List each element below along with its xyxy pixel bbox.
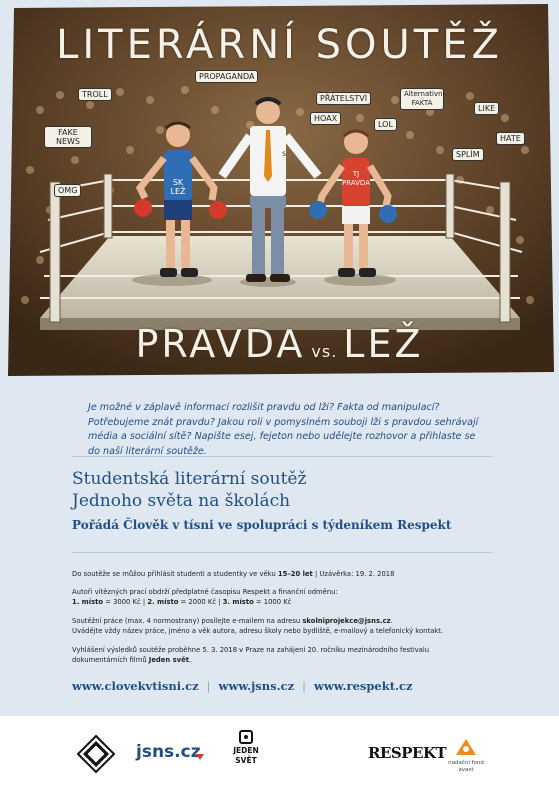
heading-line-2: Jednoho světa na školách xyxy=(72,491,291,511)
eligibility-age: 15–20 let xyxy=(277,570,313,578)
heading-subtitle: Pořádá Člověk v tísni ve spolupráci s týdeníkem Respekt xyxy=(72,518,452,532)
link-separator: | xyxy=(206,679,211,693)
sign-hate: HATE xyxy=(496,132,525,145)
jsns-logo[interactable]: jsns.cz xyxy=(136,742,201,762)
prize-3-label: 3. místo xyxy=(222,598,254,606)
title-literarni-soutez: LITERÁRNÍ SOUTĚŽ xyxy=(56,22,503,68)
referee-badge: S xyxy=(282,151,286,158)
eligibility-text: Do soutěže se můžou přihlásit studenti a studentky ve věku xyxy=(72,570,278,578)
respekt-logo[interactable]: RESPEKT xyxy=(368,744,447,762)
details-submission xyxy=(72,616,492,626)
link-jsns[interactable]: www.jsns.cz xyxy=(218,679,295,693)
prize-1-value: = 3000 Kč | xyxy=(103,598,148,606)
shirt-tj-pravda: TJ PRAVDA xyxy=(342,170,370,187)
jsns-arrow-icon xyxy=(196,754,204,760)
intro-paragraph: Je možné v záplavě informací rozlišit pravdu od lži? Fakta od manipulací? Potřebujeme znát pravdu? Jakou roli v pomyslném souboji lži s pravdou sehrávají média a sociální sítě? Napište esej, fejeton nebo udělejte rozhovor a přihlaste se do naší literární soutěže. xyxy=(88,402,479,457)
avast-logo-text: nadační fond avast xyxy=(448,760,484,773)
prize-2-label: 2. místo xyxy=(147,598,179,606)
details-eligibility xyxy=(72,569,492,579)
title-lez: LEŽ xyxy=(343,322,424,366)
details-announcement xyxy=(72,645,452,665)
sign-splim: SPLÍM xyxy=(452,148,484,161)
footer-logos xyxy=(0,716,559,792)
title-pravda: PRAVDA xyxy=(135,322,306,366)
clovek-v-tisni-logo[interactable] xyxy=(76,734,116,778)
announcement-text: Vyhlášení výsledků soutěže proběhne 5. 3. 2018 v Praze na zahájení 20. ročníku mezinárodního festivalu dokumentárních filmů xyxy=(72,646,430,664)
link-clovekvtisni[interactable]: www.clovekvtisni.cz xyxy=(72,679,199,693)
heading-line-1: Studentská literární soutěž xyxy=(72,469,307,489)
sign-like: LIKE xyxy=(474,102,499,115)
prize-3-value: = 1000 Kč xyxy=(253,598,292,606)
jeden-svet-line-1: JEDEN xyxy=(233,746,259,755)
website-links xyxy=(72,679,413,693)
announcement-festival: Jeden svět xyxy=(148,656,189,664)
divider xyxy=(72,552,492,553)
boxing-illustration xyxy=(0,0,559,378)
details-prizes xyxy=(72,597,492,607)
jeden-svet-line-2: SVĚT xyxy=(235,756,257,765)
title-pravda-vs-lez xyxy=(0,322,559,366)
divider xyxy=(72,456,492,457)
avast-logo[interactable] xyxy=(440,738,492,774)
sign-propaganda: PROPAGANDA xyxy=(195,70,258,83)
sign-lol: LOL xyxy=(374,118,397,131)
submission-text: Soutěžní práce (max. 4 normostrany) posílejte e-mailem na adresu xyxy=(72,617,303,625)
title-vs: vs. xyxy=(311,342,338,361)
sign-omg: OMG xyxy=(54,184,81,197)
details-instructions: Uvádějte vždy název práce, jméno a věk autora, adresu školy nebo bydliště, e-mailový a telefonický kontakt. xyxy=(72,627,444,635)
eligibility-deadline: | Uzávěrka: 19. 2. 2018 xyxy=(312,570,395,578)
sign-hoax: HOAX xyxy=(310,112,341,125)
submission-period: . xyxy=(390,617,393,625)
sign-troll: TROLL xyxy=(78,88,112,101)
details-prizes-intro: Autoři vítězných prací obdrží předplatné časopisu Respekt a finanční odměnu: xyxy=(72,588,338,596)
shirt-sk-lez: SK LEŽ xyxy=(170,178,186,196)
sign-alternativni-fakta: Alternativní FAKTA xyxy=(400,88,444,110)
prize-2-value: = 2000 Kč | xyxy=(178,598,223,606)
sign-fake-news: FAKE NEWS xyxy=(44,126,92,148)
link-respekt[interactable]: www.respekt.cz xyxy=(313,679,413,693)
announcement-period: . xyxy=(188,656,192,664)
jeden-svet-logo[interactable] xyxy=(226,730,266,766)
prize-1-label: 1. místo xyxy=(72,598,104,606)
submission-email-link[interactable]: skolniprojekce@jsns.cz xyxy=(302,617,391,625)
link-separator: | xyxy=(302,679,306,693)
jeden-svet-icon xyxy=(239,730,253,744)
avast-icon xyxy=(455,738,477,756)
sign-pratelstvi: PŘÁTELSTVÍ xyxy=(316,92,371,105)
